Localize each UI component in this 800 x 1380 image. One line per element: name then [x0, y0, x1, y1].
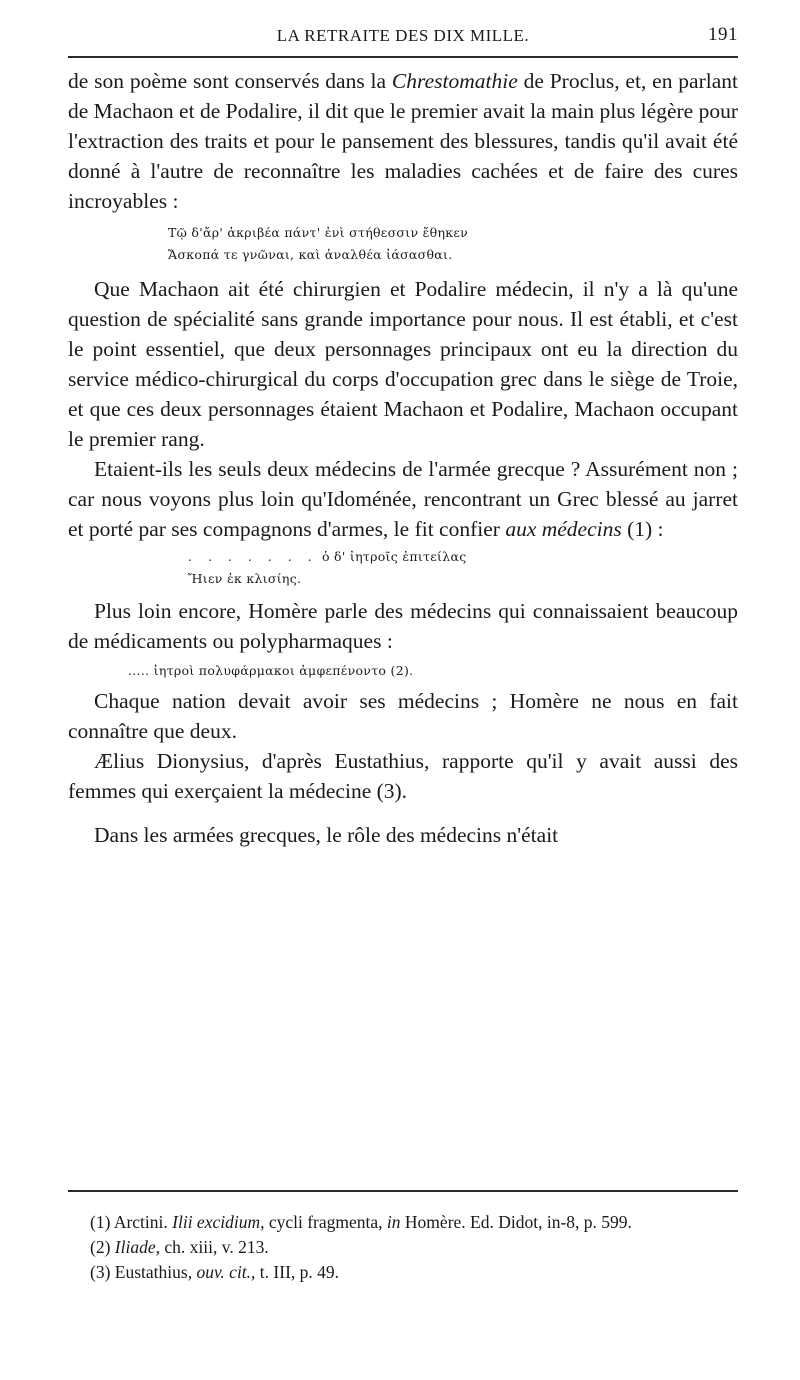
book-page — [68, 0, 738, 1380]
main-text — [68, 66, 738, 850]
footnote-1-italic: Ilii excidium, — [172, 1212, 265, 1232]
footnote-1-italic-2: in — [386, 1212, 401, 1232]
footnote-1-text-b: cycli fragmenta, — [264, 1212, 387, 1232]
paragraph-1-italic: Chrestomathie — [391, 69, 518, 93]
footnote-3-text: (3) Eustathius, — [90, 1262, 197, 1282]
footnote-2 — [68, 1235, 738, 1260]
paragraph-2: Que Machaon ait été chirurgien et Podalire médecin, il n'y a là qu'une question de spécialité sans grande importance pour nous. Il est établi, et c'est le point essentiel, que deux personnages principaux ont eu la direction du service médico-chirurgical du corps d'occupation grec dans le siège de Troie, et que ces deux personnages étaient Machaon et Podalire, Machaon occupant le premier rang. — [68, 277, 738, 451]
footnote-3 — [68, 1260, 738, 1285]
running-head — [68, 26, 738, 50]
paragraph-3-italic: aux médecins — [505, 517, 622, 541]
footnote-rule — [68, 1190, 738, 1192]
footnote-1 — [68, 1210, 738, 1235]
paragraph-7: Dans les armées grecques, le rôle des médecins n'était — [94, 823, 559, 847]
ellipsis-dots-2: ..... — [128, 663, 150, 678]
greek-quote-2-line-1 — [188, 546, 738, 568]
footnote-2-text-b: ch. xiii, v. 213. — [159, 1237, 269, 1257]
greek-verse-1-line-2: Ἄσκοπά τε γνῶναι, καὶ ἀναλθέα ἰάσασθαι. — [168, 247, 453, 262]
paragraph-1-text-rest: de Proclus, et, en parlant de Machaon et de Podalire, il dit que le premier avait la main plus légère pour l'extraction des traits et pour le pansement des blessures, tandis qu'il avait été donné à l'autre de reconnaître les maladies cachées et de faire des cures incroyables : — [68, 69, 738, 213]
paragraph-3-text-rest: (1) : — [621, 517, 664, 541]
greek-verse-1-line-1: Τῷ δ'ἄρ' ἀκριβέα πάντ' ἐνὶ στήθεσσιν ἔθηκεν — [168, 225, 469, 240]
footnote-1-text: (1) Arctini. — [90, 1212, 173, 1232]
footnote-2-italic: Iliade, — [114, 1237, 160, 1257]
greek-quote-3-text: ἰητροὶ πολυφάρμακοι ἀμφεπένοντο (2). — [153, 663, 414, 678]
greek-quote-2-text: ὁ δ' ἰητροῖς ἐπιτείλας — [321, 549, 467, 564]
greek-quote-2 — [68, 546, 738, 590]
greek-verse-1 — [68, 222, 738, 266]
footnotes — [68, 1210, 738, 1285]
paragraph-1-text: de son poème sont conservés dans la — [68, 69, 392, 93]
ellipsis-dots: . . . . . . . — [188, 549, 318, 564]
footnote-1-text-c: Homère. Ed. Didot, in-8, p. 599. — [400, 1212, 632, 1232]
paragraph-4: Plus loin encore, Homère parle des médecins qui connaissaient beaucoup de médicaments ou polypharmaques : — [68, 599, 738, 653]
greek-quote-2-line-2: Ἤιεν ἐκ κλισίης. — [188, 571, 302, 586]
paragraph-spacer — [68, 806, 738, 820]
greek-quote-3 — [68, 660, 738, 682]
paragraph-3-text: Etaient-ils les seuls deux médecins de l'armée grecque ? Assurément non ; car nous voyons plus loin qu'Idoménée, rencontrant un Grec blessé au jarret et porté par ses compagnons d'armes, le fit confier — [68, 457, 738, 541]
footnote-2-text: (2) — [90, 1237, 115, 1257]
paragraph-6: Ælius Dionysius, d'après Eustathius, rapporte qu'il y avait aussi des femmes qui exerçaient la médecine (3). — [68, 749, 738, 803]
running-title: LA RETRAITE DES DIX MILLE. — [276, 26, 530, 45]
page-number: 191 — [708, 24, 738, 45]
paragraph-1 — [68, 66, 738, 216]
footnote-3-italic: ouv. cit., — [196, 1262, 256, 1282]
paragraph-5: Chaque nation devait avoir ses médecins ; Homère ne nous en fait connaître que deux. — [68, 689, 738, 743]
footnote-3-text-b: t. III, p. 49. — [255, 1262, 340, 1282]
paragraph-3 — [68, 454, 738, 544]
header-rule — [68, 56, 738, 58]
